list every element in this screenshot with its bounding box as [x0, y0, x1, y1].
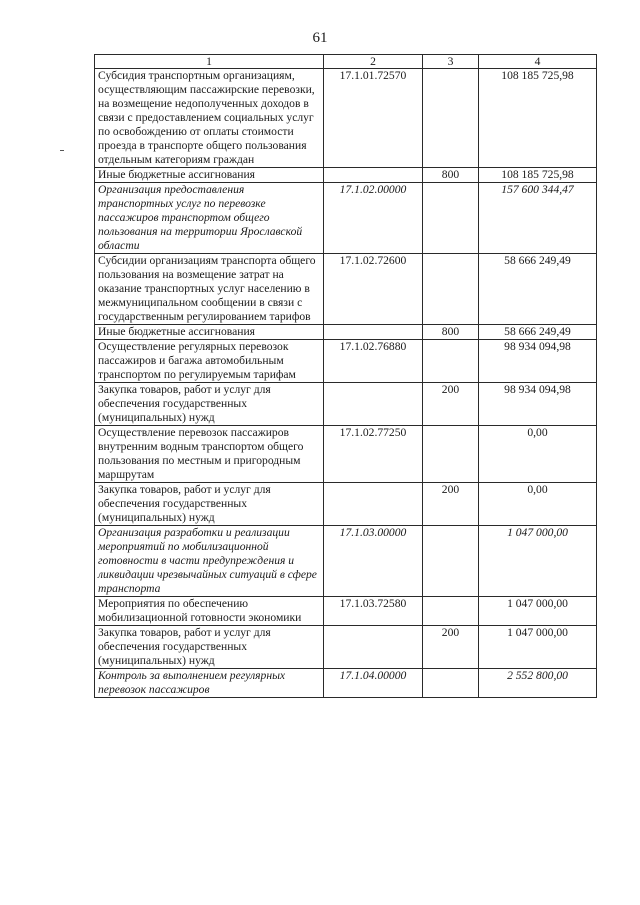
row-code-cell: 17.1.02.77250 — [324, 426, 423, 483]
page-number: 61 — [312, 30, 328, 46]
row-code-cell — [324, 325, 423, 340]
table-row — [95, 254, 597, 325]
table-row — [95, 426, 597, 483]
row-name-cell: Контроль за выполнением регулярных перевозок пассажиров — [95, 669, 324, 698]
table-row — [95, 597, 597, 626]
row-code-cell — [324, 626, 423, 669]
row-name-cell: Иные бюджетные ассигнования — [95, 325, 324, 340]
table-row — [95, 168, 597, 183]
row-name-cell: Мероприятия по обеспечению мобилизационной готовности экономики — [95, 597, 324, 626]
row-code-cell: 17.1.01.72570 — [324, 69, 423, 168]
table-header-row — [95, 55, 597, 69]
row-type-cell — [423, 69, 479, 168]
row-type-cell — [423, 183, 479, 254]
row-amount-cell: 108 185 725,98 — [479, 168, 597, 183]
row-amount-cell: 98 934 094,98 — [479, 383, 597, 426]
table-row — [95, 183, 597, 254]
row-amount-cell: 157 600 344,47 — [479, 183, 597, 254]
row-amount-cell: 1 047 000,00 — [479, 597, 597, 626]
row-amount-cell: 2 552 800,00 — [479, 669, 597, 698]
column-header-name: 1 — [95, 55, 324, 69]
margin-mark — [60, 150, 64, 151]
row-name-cell: Закупка товаров, работ и услуг для обеспечения государственных (муниципальных) нужд — [95, 483, 324, 526]
column-header-type: 3 — [423, 55, 479, 69]
table-row — [95, 69, 597, 168]
row-type-cell: 800 — [423, 325, 479, 340]
row-type-cell — [423, 597, 479, 626]
table-row — [95, 340, 597, 383]
row-name-cell: Осуществление перевозок пассажиров внутренним водным транспортом общего пользования по местным и пригородным маршрутам — [95, 426, 324, 483]
budget-table — [94, 54, 597, 698]
row-code-cell — [324, 383, 423, 426]
row-name-cell: Организация разработки и реализации мероприятий по мобилизационной готовности в части предупреждения и ликвидации чрезвычайных ситуаций в сфере транспорта — [95, 526, 324, 597]
row-code-cell — [324, 168, 423, 183]
table-row — [95, 483, 597, 526]
row-name-cell: Закупка товаров, работ и услуг для обеспечения государственных (муниципальных) нужд — [95, 383, 324, 426]
table-row — [95, 626, 597, 669]
row-type-cell — [423, 526, 479, 597]
column-header-code: 2 — [324, 55, 423, 69]
row-code-cell: 17.1.04.00000 — [324, 669, 423, 698]
row-amount-cell: 0,00 — [479, 483, 597, 526]
row-code-cell: 17.1.02.72600 — [324, 254, 423, 325]
row-type-cell — [423, 254, 479, 325]
row-code-cell: 17.1.02.00000 — [324, 183, 423, 254]
row-name-cell: Закупка товаров, работ и услуг для обеспечения государственных (муниципальных) нужд — [95, 626, 324, 669]
row-amount-cell: 108 185 725,98 — [479, 69, 597, 168]
table-body — [95, 69, 597, 698]
table-row — [95, 526, 597, 597]
row-code-cell: 17.1.02.76880 — [324, 340, 423, 383]
table-row — [95, 383, 597, 426]
row-name-cell: Организация предоставления транспортных услуг по перевозке пассажиров транспортом общего пользования на территории Ярославской области — [95, 183, 324, 254]
row-type-cell — [423, 340, 479, 383]
row-name-cell: Субсидия транспортным организациям, осуществляющим пассажирские перевозки, на возмещение недополученных доходов в связи с предоставлением социальных услуг по освобождению от оплаты стоимости проезда в транспорте общего пользования отдельным категориям граждан — [95, 69, 324, 168]
row-type-cell — [423, 426, 479, 483]
row-code-cell — [324, 483, 423, 526]
row-name-cell: Субсидии организациям транспорта общего пользования на возмещение затрат на оказание транспортных услуг населению в межмуниципальном сообщении в связи с государственным регулированием тарифов — [95, 254, 324, 325]
row-amount-cell: 1 047 000,00 — [479, 526, 597, 597]
row-amount-cell: 58 666 249,49 — [479, 325, 597, 340]
table-row — [95, 325, 597, 340]
row-amount-cell: 58 666 249,49 — [479, 254, 597, 325]
row-name-cell: Иные бюджетные ассигнования — [95, 168, 324, 183]
row-type-cell — [423, 669, 479, 698]
row-type-cell: 200 — [423, 483, 479, 526]
row-amount-cell: 0,00 — [479, 426, 597, 483]
row-amount-cell: 98 934 094,98 — [479, 340, 597, 383]
row-type-cell: 800 — [423, 168, 479, 183]
row-name-cell: Осуществление регулярных перевозок пассажиров и багажа автомобильным транспортом по регулируемым тарифам — [95, 340, 324, 383]
table-row — [95, 669, 597, 698]
row-code-cell: 17.1.03.72580 — [324, 597, 423, 626]
row-type-cell: 200 — [423, 383, 479, 426]
row-amount-cell: 1 047 000,00 — [479, 626, 597, 669]
row-code-cell: 17.1.03.00000 — [324, 526, 423, 597]
row-type-cell: 200 — [423, 626, 479, 669]
column-header-amount: 4 — [479, 55, 597, 69]
